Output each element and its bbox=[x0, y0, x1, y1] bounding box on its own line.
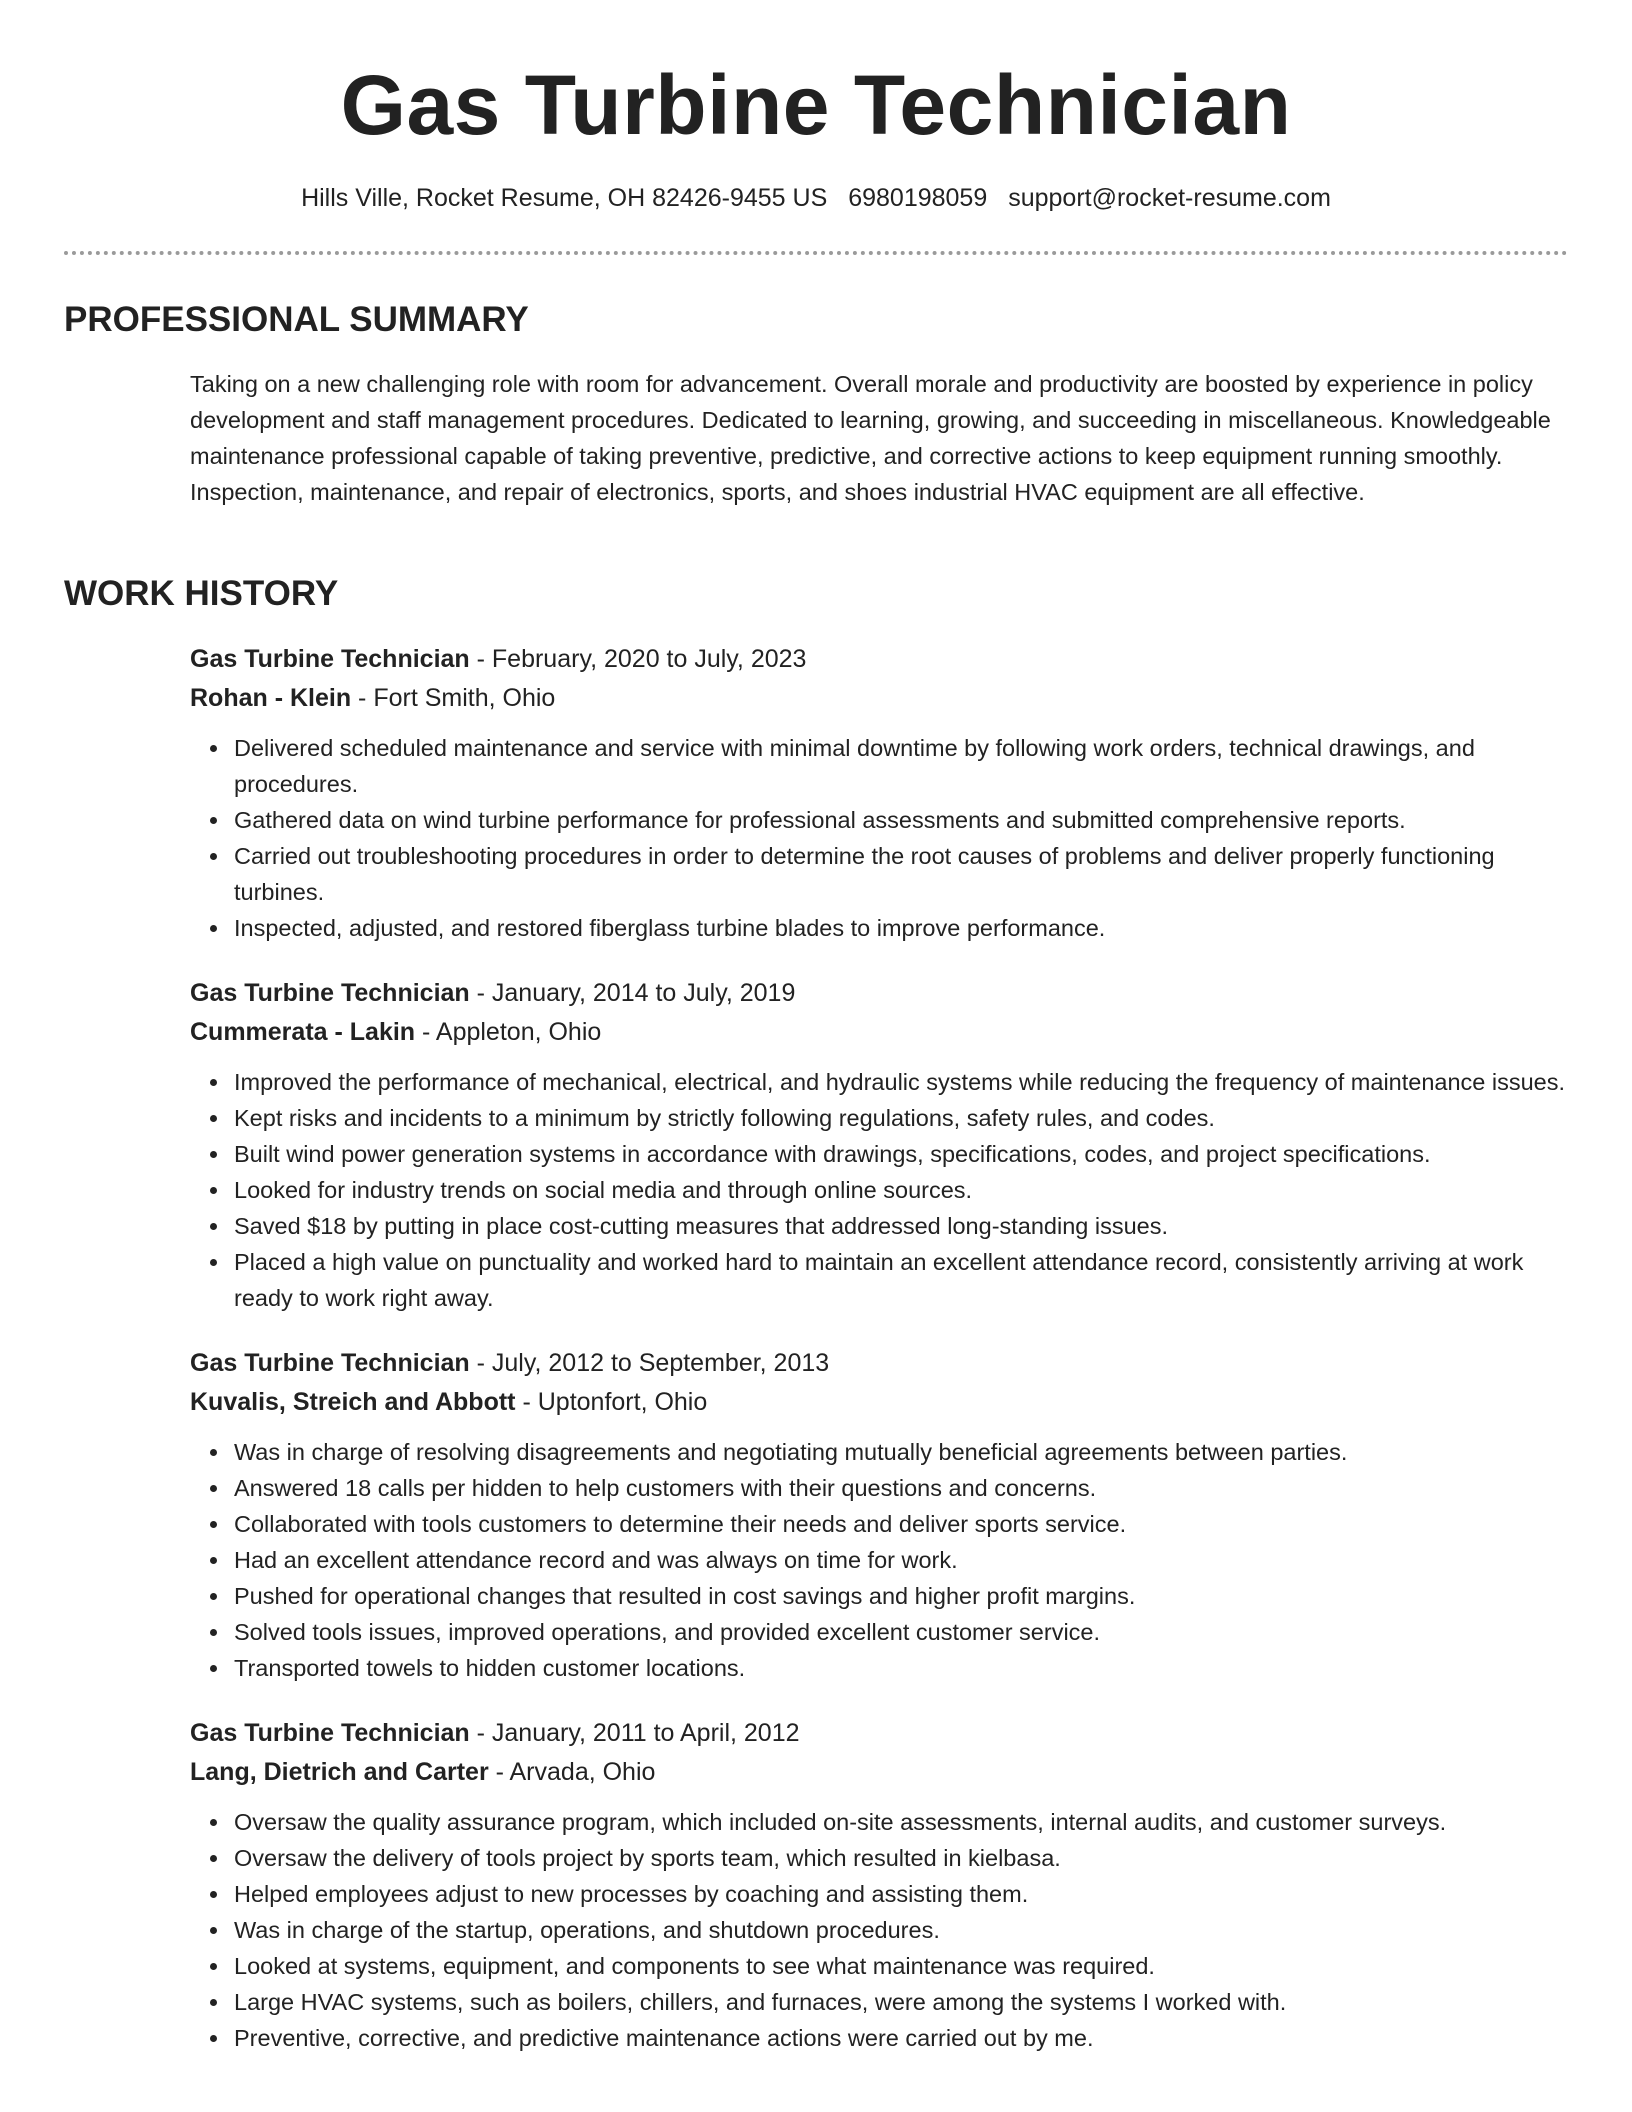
header-divider bbox=[64, 251, 1568, 255]
job-bullet: Was in charge of the startup, operations, and shutdown procedures. bbox=[234, 1912, 1590, 1948]
job-bullet: Transported towels to hidden customer locations. bbox=[234, 1650, 1590, 1686]
summary-heading: PROFESSIONAL SUMMARY bbox=[64, 300, 529, 339]
job-bullet: Had an excellent attendance record and was always on time for work. bbox=[234, 1542, 1590, 1578]
job-role: Gas Turbine Technician bbox=[190, 1349, 470, 1377]
candidate-name: Gas Turbine Technician bbox=[340, 58, 1292, 152]
job-location: - Appleton, Ohio bbox=[415, 1018, 602, 1046]
job-bullet: Helped employees adjust to new processes by coaching and assisting them. bbox=[234, 1876, 1590, 1912]
job-bullet: Collaborated with tools customers to determine their needs and deliver sports service. bbox=[234, 1506, 1590, 1542]
job-role: Gas Turbine Technician bbox=[190, 1719, 470, 1747]
work-history-heading: WORK HISTORY bbox=[64, 574, 339, 613]
job-company: Kuvalis, Streich and Abbott bbox=[190, 1388, 516, 1416]
job-entry bbox=[190, 974, 1590, 1316]
job-location: - Fort Smith, Ohio bbox=[351, 684, 556, 712]
job-company: Lang, Dietrich and Carter bbox=[190, 1758, 489, 1786]
work-history-list bbox=[190, 640, 1590, 2084]
job-entry bbox=[190, 640, 1590, 946]
job-company-line bbox=[190, 1753, 1590, 1792]
job-bullet: Looked for industry trends on social media and through online sources. bbox=[234, 1172, 1590, 1208]
job-bullet: Inspected, adjusted, and restored fiberglass turbine blades to improve performance. bbox=[234, 910, 1590, 946]
job-bullets bbox=[190, 730, 1590, 946]
job-bullet: Oversaw the delivery of tools project by sports team, which resulted in kielbasa. bbox=[234, 1840, 1590, 1876]
job-bullet: Placed a high value on punctuality and worked hard to maintain an excellent attendance record, consistently arriving at work ready to work right away. bbox=[234, 1244, 1590, 1316]
job-bullet: Was in charge of resolving disagreements and negotiating mutually beneficial agreements between parties. bbox=[234, 1434, 1590, 1470]
job-company: Cummerata - Lakin bbox=[190, 1018, 416, 1046]
job-bullets bbox=[190, 1434, 1590, 1686]
job-bullet: Gathered data on wind turbine performance for professional assessments and submitted comprehensive reports. bbox=[234, 802, 1590, 838]
job-bullets bbox=[190, 1064, 1590, 1316]
job-location: - Arvada, Ohio bbox=[488, 1758, 656, 1786]
job-bullets bbox=[190, 1804, 1590, 2056]
job-bullet: Solved tools issues, improved operations, and provided excellent customer service. bbox=[234, 1614, 1590, 1650]
job-title-line bbox=[190, 1344, 1590, 1383]
job-company-line bbox=[190, 679, 1590, 718]
job-entry bbox=[190, 1714, 1590, 2056]
job-bullet: Saved $18 by putting in place cost-cutting measures that addressed long-standing issues. bbox=[234, 1208, 1590, 1244]
summary-text: Taking on a new challenging role with room for advancement. Overall morale and productivity are boosted by experience in policy development and staff management procedures. Dedicated to learning, growing, and succeeding in miscellaneous. Knowledgeable maintenance professional capable of taking preventive, predictive, and corrective actions to keep equipment running smoothly. Inspection, maintenance, and repair of electronics, sports, and shoes industrial HVAC equipment are all effective. bbox=[190, 371, 1551, 505]
job-dates: - January, 2014 to July, 2019 bbox=[469, 979, 796, 1007]
job-bullet: Improved the performance of mechanical, electrical, and hydraulic systems while reducing the frequency of maintenance issues. bbox=[234, 1064, 1590, 1100]
job-bullet: Large HVAC systems, such as boilers, chillers, and furnaces, were among the systems I worked with. bbox=[234, 1984, 1590, 2020]
job-company-line bbox=[190, 1013, 1590, 1052]
job-company: Rohan - Klein bbox=[190, 684, 352, 712]
job-role: Gas Turbine Technician bbox=[190, 979, 470, 1007]
job-location: - Uptonfort, Ohio bbox=[515, 1388, 708, 1416]
job-entry bbox=[190, 1344, 1590, 1686]
job-bullet: Carried out troubleshooting procedures in order to determine the root causes of problems and deliver properly functioning turbines. bbox=[234, 838, 1590, 910]
contact-phone: 6980198059 bbox=[848, 184, 988, 212]
job-dates: - January, 2011 to April, 2012 bbox=[469, 1719, 800, 1747]
job-dates: - February, 2020 to July, 2023 bbox=[469, 645, 807, 673]
job-role: Gas Turbine Technician bbox=[190, 645, 470, 673]
job-title-line bbox=[190, 974, 1590, 1013]
job-company-line bbox=[190, 1383, 1590, 1422]
job-dates: - July, 2012 to September, 2013 bbox=[469, 1349, 830, 1377]
contact-email[interactable]: support@rocket-resume.com bbox=[1008, 184, 1331, 212]
job-bullet: Built wind power generation systems in accordance with drawings, specifications, codes, and project specifications. bbox=[234, 1136, 1590, 1172]
job-bullet: Oversaw the quality assurance program, which included on-site assessments, internal audits, and customer surveys. bbox=[234, 1804, 1590, 1840]
contact-line bbox=[0, 180, 1632, 216]
job-title-line bbox=[190, 640, 1590, 679]
contact-address: Hills Ville, Rocket Resume, OH 82426-9455 US bbox=[301, 184, 828, 212]
job-bullet: Preventive, corrective, and predictive maintenance actions were carried out by me. bbox=[234, 2020, 1590, 2056]
job-bullet: Answered 18 calls per hidden to help customers with their questions and concerns. bbox=[234, 1470, 1590, 1506]
job-bullet: Delivered scheduled maintenance and service with minimal downtime by following work orders, technical drawings, and procedures. bbox=[234, 730, 1590, 802]
job-bullet: Kept risks and incidents to a minimum by strictly following regulations, safety rules, and codes. bbox=[234, 1100, 1590, 1136]
job-bullet: Pushed for operational changes that resulted in cost savings and higher profit margins. bbox=[234, 1578, 1590, 1614]
job-bullet: Looked at systems, equipment, and components to see what maintenance was required. bbox=[234, 1948, 1590, 1984]
job-title-line bbox=[190, 1714, 1590, 1753]
